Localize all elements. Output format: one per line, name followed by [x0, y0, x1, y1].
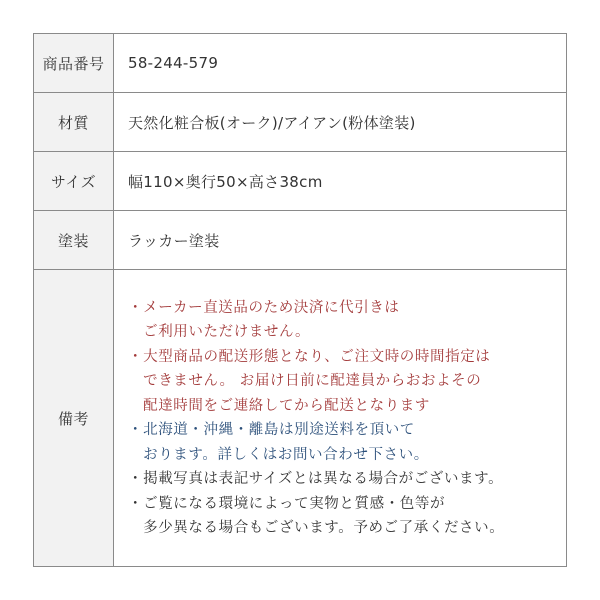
notes-list — [128, 292, 560, 545]
note-line: ・ご覧になる環境によって実物と質感・色等が — [128, 495, 446, 512]
note-line: できません。 お届け日前に配達員からおおよその — [128, 373, 482, 389]
note-line: おります。詳しくはお問い合わせ下さい。 — [128, 446, 429, 463]
material-label: 材質 — [34, 93, 114, 152]
note-line: ・メーカー直送品のため決済に代引きは — [128, 299, 400, 316]
notes-label: 備考 — [34, 270, 114, 567]
product-number-value: 58-244-579 — [114, 34, 567, 93]
note-line: 配達時間をご連絡してから配送となります — [128, 397, 430, 414]
notes-value — [114, 270, 567, 567]
note-line: ・大型商品の配送形態となり、ご注文時の時間指定は — [128, 348, 491, 365]
note-line: ・掲載写真は表記サイズとは異なる場合がございます。 — [128, 471, 504, 487]
finish-value: ラッカー塗装 — [114, 211, 567, 270]
spec-row-product-number — [34, 34, 567, 93]
product-spec-table — [33, 33, 567, 567]
size-label: サイズ — [34, 152, 114, 211]
note-line: 多少異なる場合もございます。予めご了承ください。 — [128, 520, 505, 536]
finish-label: 塗装 — [34, 211, 114, 270]
note-line: ご利用いただけません。 — [128, 324, 311, 340]
spec-row-size — [34, 152, 567, 211]
size-value: 幅110×奥行50×高さ38cm — [114, 152, 567, 211]
spec-row-notes — [34, 270, 567, 567]
spec-row-finish — [34, 211, 567, 270]
material-value: 天然化粧合板(オーク)/アイアン(粉体塗装) — [114, 93, 567, 152]
note-line: ・北海道・沖縄・離島は別途送料を頂いて — [128, 422, 415, 438]
product-number-label: 商品番号 — [34, 34, 114, 93]
spec-row-material — [34, 93, 567, 152]
